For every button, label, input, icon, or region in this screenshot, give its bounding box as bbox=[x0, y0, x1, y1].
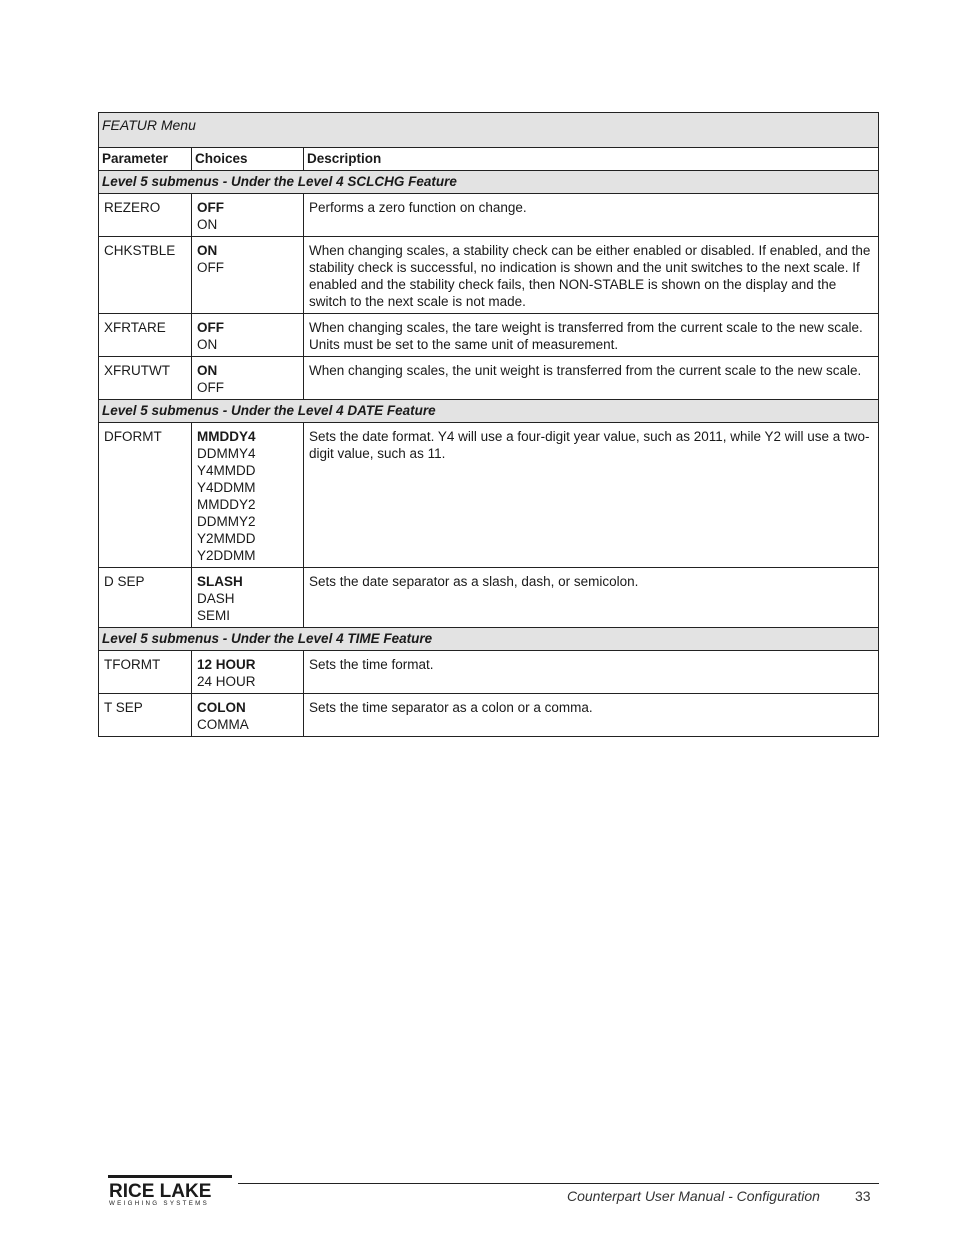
choice-option: Y4MMDD bbox=[197, 463, 256, 478]
parameter-cell: REZERO bbox=[99, 194, 192, 237]
logo-text: RICE LAKE bbox=[109, 1181, 212, 1202]
description-cell: Sets the date format. Y4 will use a four-digit year value, such as 2011, while Y2 will use a two-digit value, such as 11. bbox=[304, 423, 879, 568]
choices-cell bbox=[192, 357, 304, 400]
choice-option: MMDDY2 bbox=[197, 497, 256, 512]
choice-option: Y2DDMM bbox=[197, 548, 256, 563]
table-row bbox=[99, 357, 879, 400]
featur-menu-table bbox=[98, 112, 879, 737]
choice-option: Y4DDMM bbox=[197, 480, 256, 495]
default-choice: ON bbox=[197, 243, 218, 258]
table-title: FEATUR Menu bbox=[99, 113, 879, 148]
description-cell: Sets the time separator as a colon or a comma. bbox=[304, 694, 879, 737]
rice-lake-logo bbox=[108, 1175, 236, 1207]
section-header: Level 5 submenus - Under the Level 4 TIME Feature bbox=[99, 628, 879, 651]
description-cell: When changing scales, the tare weight is transferred from the current scale to the new scale. Units must be set to the same unit of measurement. bbox=[304, 314, 879, 357]
column-header-parameter: Parameter bbox=[99, 148, 192, 171]
description-cell: Sets the time format. bbox=[304, 651, 879, 694]
table-row bbox=[99, 423, 879, 568]
parameter-cell: DFORMT bbox=[99, 423, 192, 568]
choice-option: ON bbox=[197, 217, 218, 232]
default-choice: 12 HOUR bbox=[197, 657, 256, 672]
choices-cell bbox=[192, 314, 304, 357]
default-choice: ON bbox=[197, 363, 218, 378]
choice-option: Y2MMDD bbox=[197, 531, 256, 546]
page-number: 33 bbox=[855, 1188, 871, 1204]
choices-cell bbox=[192, 651, 304, 694]
column-header-description: Description bbox=[304, 148, 879, 171]
parameter-cell: XFRTARE bbox=[99, 314, 192, 357]
logo-subtext: WEIGHING SYSTEMS bbox=[109, 1200, 210, 1207]
table-row bbox=[99, 568, 879, 628]
choice-option: DASH bbox=[197, 591, 235, 606]
table-row bbox=[99, 237, 879, 314]
parameter-cell: CHKSTBLE bbox=[99, 237, 192, 314]
table-row bbox=[99, 694, 879, 737]
choices-cell bbox=[192, 194, 304, 237]
choice-option: COMMA bbox=[197, 717, 249, 732]
default-choice: MMDDY4 bbox=[197, 429, 256, 444]
choice-option: 24 HOUR bbox=[197, 674, 256, 689]
parameter-cell: XFRUTWT bbox=[99, 357, 192, 400]
parameter-cell: TFORMT bbox=[99, 651, 192, 694]
choice-option: OFF bbox=[197, 380, 224, 395]
footer-document-title: Counterpart User Manual - Configuration bbox=[567, 1188, 820, 1204]
description-cell: Sets the date separator as a slash, dash, or semicolon. bbox=[304, 568, 879, 628]
choice-option: ON bbox=[197, 337, 218, 352]
default-choice: OFF bbox=[197, 320, 224, 335]
choice-option: DDMMY4 bbox=[197, 446, 256, 461]
section-header: Level 5 submenus - Under the Level 4 DATE Feature bbox=[99, 400, 879, 423]
column-header-choices: Choices bbox=[192, 148, 304, 171]
choice-option: DDMMY2 bbox=[197, 514, 256, 529]
footer-rule bbox=[238, 1183, 879, 1184]
description-cell: Performs a zero function on change. bbox=[304, 194, 879, 237]
default-choice: OFF bbox=[197, 200, 224, 215]
default-choice: SLASH bbox=[197, 574, 243, 589]
parameter-cell: T SEP bbox=[99, 694, 192, 737]
choices-cell bbox=[192, 423, 304, 568]
table-row bbox=[99, 651, 879, 694]
table-row bbox=[99, 194, 879, 237]
choice-option: OFF bbox=[197, 260, 224, 275]
choices-cell bbox=[192, 237, 304, 314]
parameter-cell: D SEP bbox=[99, 568, 192, 628]
table-row bbox=[99, 314, 879, 357]
section-header: Level 5 submenus - Under the Level 4 SCLCHG Feature bbox=[99, 171, 879, 194]
description-cell: When changing scales, a stability check can be either enabled or disabled. If enabled, and the stability check is successful, no indication is shown and the unit switches to the next scale. If enabled and the stability check fails, then NON-STABLE is shown on the display and the switch to the next scale is not made. bbox=[304, 237, 879, 314]
choice-option: SEMI bbox=[197, 608, 231, 623]
description-cell: When changing scales, the unit weight is transferred from the current scale to the new scale. bbox=[304, 357, 879, 400]
choices-cell bbox=[192, 568, 304, 628]
default-choice: COLON bbox=[197, 700, 246, 715]
choices-cell bbox=[192, 694, 304, 737]
